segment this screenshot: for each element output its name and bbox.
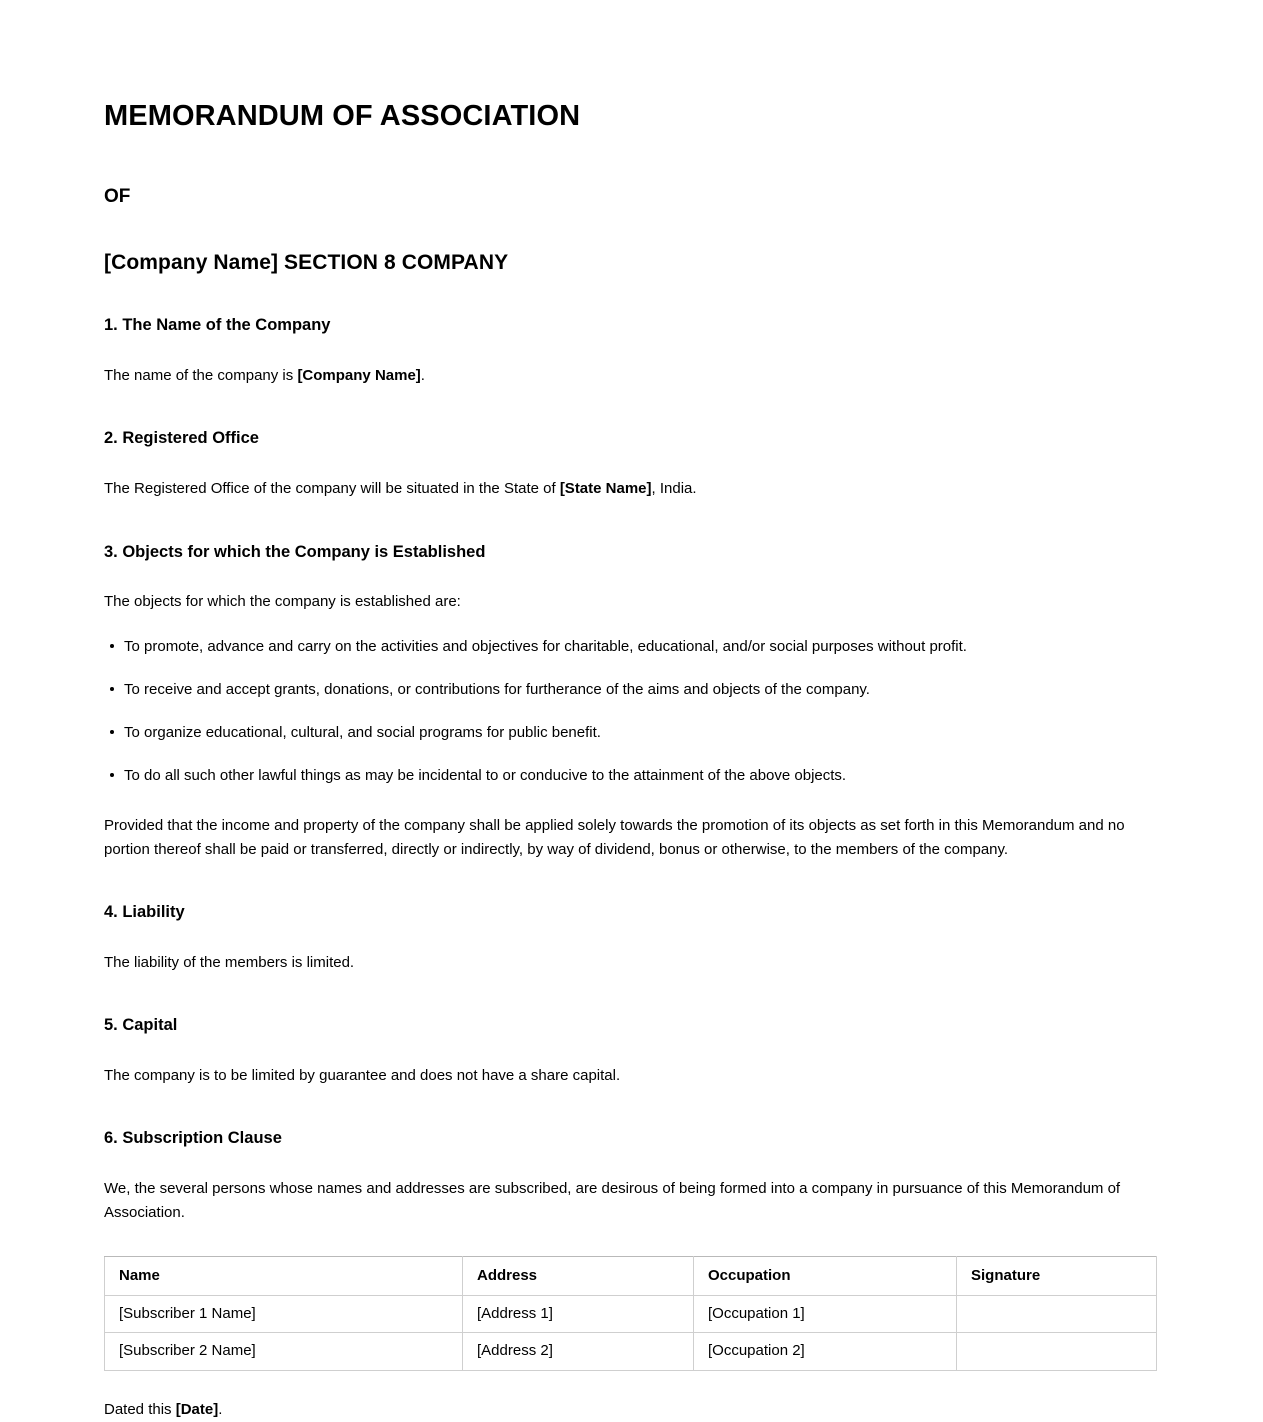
company-subtitle: [Company Name] SECTION 8 COMPANY	[104, 251, 509, 275]
section-body-liability: The liability of the members is limited.	[104, 954, 355, 971]
table-body	[105, 1295, 1157, 1370]
section-heading-name-of-company: 1. The Name of the Company	[104, 316, 331, 335]
cell-address: [Address 1]	[463, 1295, 694, 1333]
list-item-label: To do all such other lawful things as may be incidental to or conducive to the attainment of the above objects.	[124, 766, 847, 784]
column-header-name: Name	[105, 1256, 463, 1295]
cell-occupation: [Occupation 1]	[694, 1295, 957, 1333]
page-title: MEMORANDUM OF ASSOCIATION	[104, 100, 581, 132]
list-item	[104, 635, 1148, 659]
objects-proviso-text: Provided that the income and property of the company shall be applied solely towards the promotion of its objects as set forth in this Memorandum and no portion thereof shall be paid or transferred, directly or indirectly, by way of dividend, bonus or otherwise, to the members of the company.	[104, 816, 1125, 858]
dated-prefix: Dated this	[104, 1400, 176, 1418]
section-body-name-of-company	[104, 364, 1148, 388]
dated-line	[104, 1398, 1148, 1422]
subscriber-table	[104, 1256, 1157, 1371]
list-item-label: To organize educational, cultural, and social programs for public benefit.	[124, 723, 601, 741]
section-body-registered-office	[104, 477, 1148, 501]
cell-address: [Address 2]	[463, 1333, 694, 1371]
section-heading-capital: 5. Capital	[104, 1016, 178, 1035]
section-heading-liability: 4. Liability	[104, 903, 185, 922]
bullet-icon	[110, 687, 114, 691]
state-name-placeholder: [State Name]	[559, 480, 652, 498]
bullet-icon	[110, 773, 114, 777]
section-1-text-suffix: .	[420, 367, 425, 385]
list-item-label: To promote, advance and carry on the activities and objectives for charitable, educational, and/or social purposes without profit.	[124, 637, 967, 655]
list-item-label: To receive and accept grants, donations, or contributions for furtherance of the aims and objects of the company.	[124, 680, 870, 698]
column-header-occupation: Occupation	[694, 1256, 957, 1295]
subscriber-table-container	[104, 1256, 1148, 1371]
cell-occupation: [Occupation 2]	[694, 1333, 957, 1371]
column-header-address: Address	[463, 1256, 694, 1295]
cell-name: [Subscriber 2 Name]	[105, 1333, 463, 1371]
cell-name: [Subscriber 1 Name]	[105, 1295, 463, 1333]
of-label: OF	[104, 186, 131, 208]
dated-suffix: .	[218, 1400, 223, 1418]
objects-list	[104, 635, 1148, 788]
section-heading-registered-office: 2. Registered Office	[104, 429, 259, 448]
list-item	[104, 678, 1148, 702]
table-header-row	[105, 1256, 1157, 1295]
cell-signature	[957, 1333, 1157, 1371]
table-header	[105, 1256, 1157, 1295]
section-heading-subscription-clause: 6. Subscription Clause	[104, 1129, 282, 1148]
bullet-icon	[110, 644, 114, 648]
column-header-signature: Signature	[957, 1256, 1157, 1295]
section-body-subscription-clause: We, the several persons whose names and addresses are subscribed, are desirous of being formed into a company in pursuance of this Memorandum of Association.	[104, 1180, 1121, 1222]
cell-signature	[957, 1295, 1157, 1333]
section-2-text-suffix: , India.	[651, 480, 697, 498]
company-name-placeholder: [Company Name]	[297, 367, 421, 385]
list-item	[104, 764, 1148, 788]
memorandum-document	[104, 100, 1148, 1422]
objects-intro-text: The objects for which the company is established are:	[104, 593, 461, 611]
list-item	[104, 721, 1148, 745]
table-row	[105, 1295, 1157, 1333]
section-2-text-prefix: The Registered Office of the company will be situated in the State of	[104, 480, 560, 498]
section-1-text-prefix: The name of the company is	[104, 367, 298, 385]
table-row	[105, 1333, 1157, 1371]
section-heading-objects: 3. Objects for which the Company is Established	[104, 542, 486, 561]
date-placeholder: [Date]	[175, 1400, 219, 1418]
bullet-icon	[110, 730, 114, 734]
section-body-capital: The company is to be limited by guarantee and does not have a share capital.	[104, 1067, 621, 1085]
